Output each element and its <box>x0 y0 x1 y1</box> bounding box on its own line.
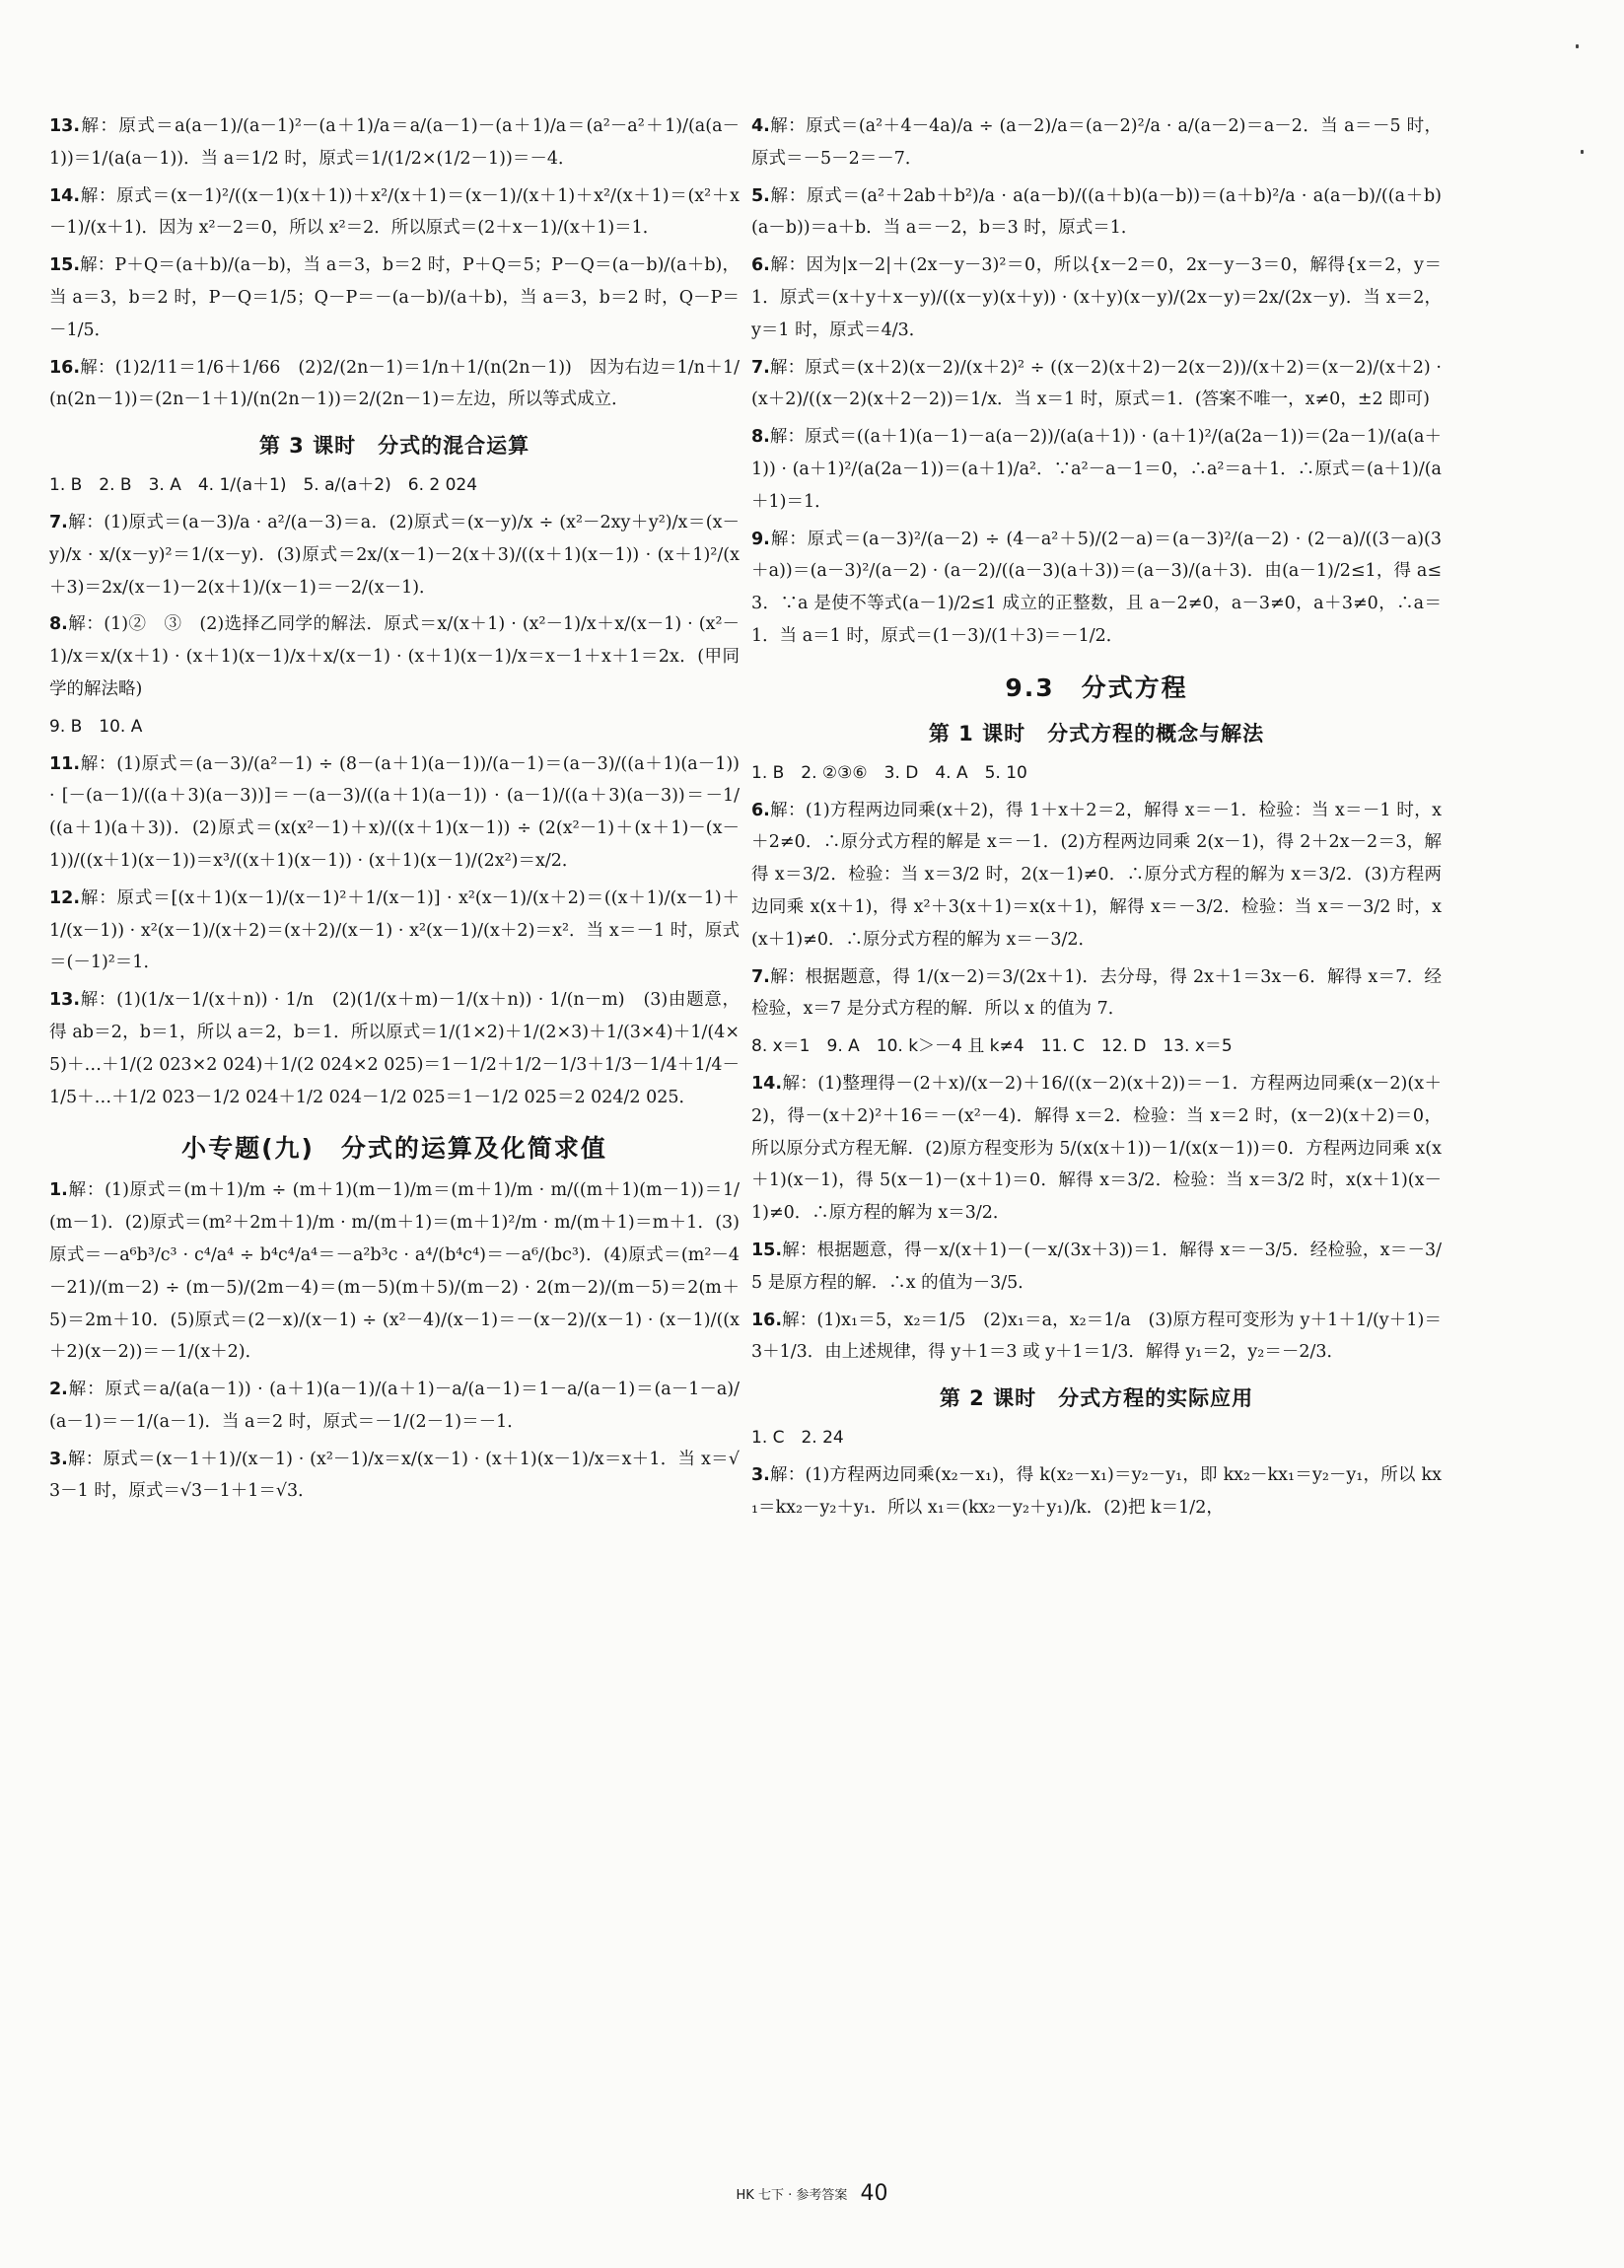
question-number: 7. <box>751 966 770 987</box>
question-number: 16. <box>751 1310 783 1330</box>
answer-item <box>49 1444 740 1509</box>
answer-text: 解：(1)2/11＝1/6＋1/66 (2)2/(2n－1)＝1/n＋1/(n(2n－1)) 因为右边＝1/n＋1/(n(2n－1))＝(2n－1＋1)/(n(2n－1))＝2/(2n－1)＝左边，所以等式成立． <box>49 357 740 410</box>
question-number: 3. <box>751 1464 770 1485</box>
section-heading: 第 3 课时 分式的混合运算 <box>258 434 530 459</box>
question-number: 13. <box>49 116 81 136</box>
short-answers: 1. B 2. ②③⑥ 3. D 4. A 5. 10 <box>751 762 1027 783</box>
answer-item <box>49 608 740 705</box>
answer-text: 解：原式＝(a²＋4－4a)/a ÷ (a－2)/a＝(a－2)²/a · a/(a－2)＝a－2．当 a＝－5 时，原式＝－5－2＝－7． <box>751 116 1442 169</box>
answer-text: 解：(1)方程两边同乘(x＋2)，得 1＋x＋2＝2，解得 x＝－1．检验：当 x＝－1 时，x＋2≠0．∴原分式方程的解是 x＝－1．(2)方程两边同乘 2(x－1)，得 2＋2x－2＝3，解得 x＝3/2．检验：当 x＝3/2 时，2(x－1)≠0．∴原分式方程的解为 x＝3/2．(3)方程两边同乘 x(x＋1)，得 x²＋3(x＋1)＝x(x＋1)，解得 x＝－3/2．检验：当 x＝－3/2 时，x(x＋1)≠0．∴原分式方程的解为 x＝－3/2． <box>751 800 1442 950</box>
answer-text: 解：原式＝(a²＋2ab＋b²)/a · a(a－b)/((a＋b)(a－b))＝(a＋b)²/a · a(a－b)/((a＋b)(a－b))＝a＋b．当 a＝－2，b＝3 时，原式＝1． <box>751 185 1442 239</box>
answer-item <box>751 1305 1442 1370</box>
answer-item <box>49 249 740 346</box>
short-answers: 8. x＝1 9. A 10. k＞－4 且 k≠4 11. C 12. D 13. x＝5 <box>751 1036 1233 1057</box>
question-number: 6. <box>751 800 770 820</box>
answer-text: 解：原式＝(x－1)²/((x－1)(x＋1))＋x²/(x＋1)＝(x－1)/(x＋1)＋x²/(x＋1)＝(x²＋x－1)/(x＋1)．因为 x²－2＝0，所以 x²＝2．所以原式＝(2＋x－1)/(x＋1)＝1． <box>49 185 740 239</box>
short-answers: 1. B 2. B 3. A 4. 1/(a＋1) 5. a/(a＋2) 6. 2 024 <box>49 475 478 496</box>
question-number: 14. <box>751 1073 783 1094</box>
right-column <box>751 110 1447 1528</box>
answer-item <box>751 1459 1442 1524</box>
question-number: 4. <box>751 116 770 136</box>
section-heading: 第 2 课时 分式方程的实际应用 <box>939 1386 1254 1411</box>
answer-item <box>49 883 740 979</box>
answer-item <box>751 110 1442 176</box>
question-number: 5. <box>751 185 770 206</box>
scan-speck <box>1581 150 1584 154</box>
answer-text: 解：(1)② ③ (2)选择乙同学的解法．原式＝x/(x＋1) · (x²－1)/x＋x/(x－1) · (x²－1)/x＝x/(x＋1) · (x＋1)(x－1)/x＋x/(x－1) · (x＋1)(x－1)/x＝x－1＋x＋1＝2x．(甲同学的解法略) <box>49 614 740 699</box>
section-heading: 小专题(九) 分式的运算及化简求值 <box>181 1134 607 1164</box>
page-number: 40 <box>860 2181 888 2206</box>
left-column <box>49 110 745 1513</box>
answer-text: 解：(1)x₁＝5，x₂＝1/5 (2)x₁＝a，x₂＝1/a (3)原方程可变形为 y＋1＋1/(y＋1)＝3＋1/3．由上述规律，得 y＋1＝3 或 y＋1＝1/3．解得 y₁＝2，y₂＝－2/3． <box>751 1310 1442 1363</box>
answer-text: 解：原式＝(a－3)²/(a－2) ÷ (4－a²＋5)/(2－a)＝(a－3)²/(a－2) · (2－a)/((3－a)(3＋a))＝(a－3)²/(a－2) · (a－2)/((a－3)(a＋3))＝(a－3)/(a＋3)．由(a－1)/2≤1，得 a≤3．∵a 是使不等式(a－1)/2≤1 成立的正整数，且 a－2≠0，a－3≠0，a＋3≠0，∴a＝1．当 a＝1 时，原式＝(1－3)/(1＋3)＝－1/2． <box>751 529 1442 646</box>
question-number: 14. <box>49 185 81 206</box>
question-number: 7. <box>751 357 770 378</box>
question-number: 15. <box>49 255 81 276</box>
answer-text: 解：(1)原式＝(m＋1)/m ÷ (m＋1)(m－1)/m＝(m＋1)/m · m/((m＋1)(m－1))＝1/(m－1)．(2)原式＝(m²＋2m＋1)/m · m/(m＋1)＝(m＋1)²/m · m/(m＋1)＝m＋1．(3)原式＝－a⁶b³/c³ · c⁴/a⁴ ÷ b⁴c⁴/a⁴＝－a²b³c · a⁴/(b⁴c⁴)＝－a⁶/(bc³)．(4)原式＝(m²－4－21)/(m－2) ÷ (m－5)/(2m－4)＝(m－5)(m＋5)/(m－2) · 2(m－2)/(m－5)＝2(m＋5)＝2m＋10．(5)原式＝(2－x)/(x－1) ÷ (x²－4)/(x－1)＝－(x－2)/(x－1) · (x－1)/((x＋2)(x－2))＝－1/(x＋2)． <box>49 1180 740 1363</box>
answer-text: 解：原式＝(x－1＋1)/(x－1) · (x²－1)/x＝x/(x－1) · (x＋1)(x－1)/x＝x＋1．当 x＝√3－1 时，原式＝√3－1＋1＝√3． <box>49 1449 740 1502</box>
question-number: 8. <box>49 614 68 635</box>
question-number: 2. <box>49 1380 68 1400</box>
answer-text: 解：原式＝a(a－1)/(a－1)²－(a＋1)/a＝a/(a－1)－(a＋1)/a＝(a²－a²＋1)/(a(a－1))＝1/(a(a－1))．当 a＝1/2 时，原式＝1/(1/2×(1/2－1))＝－4． <box>49 116 740 169</box>
answer-text: 解：原式＝a/(a(a－1)) · (a＋1)(a－1)/(a＋1)－a/(a－1)＝1－a/(a－1)＝(a－1－a)/(a－1)＝－1/(a－1)．当 a＝2 时，原式＝－1/(2－1)＝－1． <box>49 1380 740 1432</box>
answer-item <box>751 249 1442 346</box>
answer-text: 解：根据题意，得 1/(x－2)＝3/(2x＋1)．去分母，得 2x＋1＝3x－6．解得 x＝7．经检验，x＝7 是分式方程的解．所以 x 的值为 7． <box>751 966 1442 1020</box>
answer-text: 解：(1)整理得－(2＋x)/(x－2)＋16/((x－2)(x＋2))＝－1．方程两边同乘(x－2)(x＋2)，得－(x＋2)²＋16＝－(x²－4)．解得 x＝2．检验：当 x＝2 时，(x－2)(x＋2)＝0，所以原分式方程无解．(2)原方程变形为 5/(x(x＋1))－1/(x(x－1))＝0．方程两边同乘 x(x＋1)(x－1)，得 5(x－1)－(x＋1)＝0．解得 x＝3/2．检验：当 x＝3/2 时，x(x＋1)(x－1)≠0．∴原方程的解为 x＝3/2． <box>751 1073 1442 1224</box>
answer-item <box>49 352 740 417</box>
question-number: 8. <box>751 427 770 448</box>
answer-item <box>49 110 740 176</box>
answer-text: 解：原式＝((a＋1)(a－1)－a(a－2))/(a(a＋1)) · (a＋1)²/(a(2a－1))＝(2a－1)/(a(a＋1)) · (a＋1)²/(a(2a－1))＝(a＋1)/a²．∵a²－a－1＝0，∴a²＝a＋1．∴原式＝(a＋1)/(a＋1)＝1． <box>751 427 1442 512</box>
answer-item <box>751 180 1442 246</box>
question-number: 11. <box>49 753 81 774</box>
answer-text: 解：原式＝(x＋2)(x－2)/(x＋2)² ÷ ((x－2)(x＋2)－2(x－2))/(x＋2)＝(x－2)/(x＋2) · (x＋2)/((x－2)(x＋2－2))＝1/x．当 x＝1 时，原式＝1．(答案不唯一，x≠0，±2 即可) <box>751 357 1447 410</box>
answer-item <box>751 1068 1442 1230</box>
short-answers: 9. B 10. A <box>49 716 143 737</box>
short-answers: 1. C 2. 24 <box>751 1428 844 1449</box>
answer-item <box>49 180 740 246</box>
answer-text: 解：原式＝[(x＋1)(x－1)/(x－1)²＋1/(x－1)] · x²(x－1)/(x＋2)＝((x＋1)/(x－1)＋1/(x－1)) · x²(x－1)/(x＋2)＝(x＋2)/(x－1) · x²(x－1)/(x＋2)＝x²．当 x＝－1 时，原式＝(－1)²＝1． <box>49 887 740 973</box>
question-number: 7. <box>49 512 68 532</box>
answer-text: 解：根据题意，得－x/(x＋1)－(－x/(3x＋3))＝1．解得 x＝－3/5．经检验，x＝－3/5 是原方程的解．∴x 的值为－3/5． <box>751 1240 1442 1293</box>
answer-item <box>49 1374 740 1439</box>
answer-item <box>49 1174 740 1369</box>
answer-item <box>751 421 1442 518</box>
answer-item <box>49 748 745 878</box>
question-number: 3. <box>49 1449 68 1469</box>
answer-text: 解：P＋Q＝(a＋b)/(a－b)，当 a＝3，b＝2 时，P＋Q＝5；P－Q＝(a－b)/(a＋b)，当 a＝3，b＝2 时，P－Q＝1/5；Q－P＝－(a－b)/(a＋b)，当 a＝3，b＝2 时，Q－P＝－1/5． <box>49 255 740 340</box>
answer-text: 解：(1)(1/x－1/(x＋n)) · 1/n (2)(1/(x＋m)－1/(x＋n)) · 1/(n－m) (3)由题意，得 ab＝2，b＝1，所以 a＝2，b＝1．所以原式＝1/(1×2)＋1/(2×3)＋1/(3×4)＋1/(4×5)＋…＋1/(2 023×2 024)＋1/(2 024×2 025)＝1－1/2＋1/2－1/3＋1/3－1/4＋1/4－1/5＋…＋1/2 023－1/2 024＋1/2 024－1/2 025＝1－1/2 025＝2 024/2 025． <box>49 990 740 1107</box>
answer-text: 解：(1)原式＝(a－3)/(a²－1) ÷ (8－(a＋1)(a－1))/(a－1)＝(a－3)/((a＋1)(a－1)) · [－(a－1)/((a＋3)(a－3))]＝－(a－3)/((a＋1)(a－1)) · (a－1)/((a＋3)(a－3))＝－1/((a＋1)(a＋3))．(2)原式＝(x(x²－1)＋x)/((x＋1)(x－1)) ÷ (2(x²－1)＋(x＋1)－(x－1))/((x＋1)(x－1))＝x³/((x＋1)(x－1)) · (x＋1)(x－1)/(2x²)＝x/2． <box>49 753 745 871</box>
section-heading: 第 1 课时 分式方程的概念与解法 <box>928 721 1265 745</box>
question-number: 6. <box>751 255 770 276</box>
answer-item <box>751 795 1442 957</box>
answer-item <box>49 507 740 603</box>
answer-text: 解：因为|x－2|＋(2x－y－3)²＝0，所以{x－2＝0，2x－y－3＝0，解得{x＝2，y＝1．原式＝(x＋y＋x－y)/((x－y)(x＋y)) · (x＋y)(x－y)/(2x－y)＝2x/(2x－y)．当 x＝2，y＝1 时，原式＝4/3． <box>751 255 1442 340</box>
question-number: 13. <box>49 990 81 1011</box>
answer-item <box>751 961 1442 1027</box>
answer-item <box>751 352 1447 417</box>
answer-item <box>751 524 1442 653</box>
answer-text: 解：(1)原式＝(a－3)/a · a²/(a－3)＝a．(2)原式＝(x－y)/x ÷ (x²－2xy＋y²)/x＝(x－y)/x · x/(x－y)²＝1/(x－y)．(3)原式＝2x/(x－1)－2(x＋3)/((x＋1)(x－1)) · (x＋1)²/(x＋3)＝2x/(x－1)－2(x＋1)/(x－1)＝－2/(x－1)． <box>49 512 740 598</box>
question-number: 16. <box>49 357 81 378</box>
answer-item <box>751 1235 1442 1300</box>
question-number: 9. <box>751 529 770 549</box>
question-number: 15. <box>751 1240 783 1260</box>
page-footer <box>0 2181 1624 2206</box>
question-number: 12. <box>49 887 81 908</box>
scan-speck <box>1576 44 1579 48</box>
section-heading: 9.3 分式方程 <box>1005 673 1188 702</box>
answer-text: 解：(1)方程两边同乘(x₂－x₁)，得 k(x₂－x₁)＝y₂－y₁，即 kx₂－kx₁＝y₂－y₁，所以 kx₁＝kx₂－y₂＋y₁．所以 x₁＝(kx₂－y₂＋y₁)/k．(2)把 k＝1/2， <box>751 1464 1442 1518</box>
footer-label: HK 七下 · 参考答案 <box>736 2188 848 2203</box>
answer-item <box>49 984 740 1113</box>
question-number: 1. <box>49 1180 68 1201</box>
